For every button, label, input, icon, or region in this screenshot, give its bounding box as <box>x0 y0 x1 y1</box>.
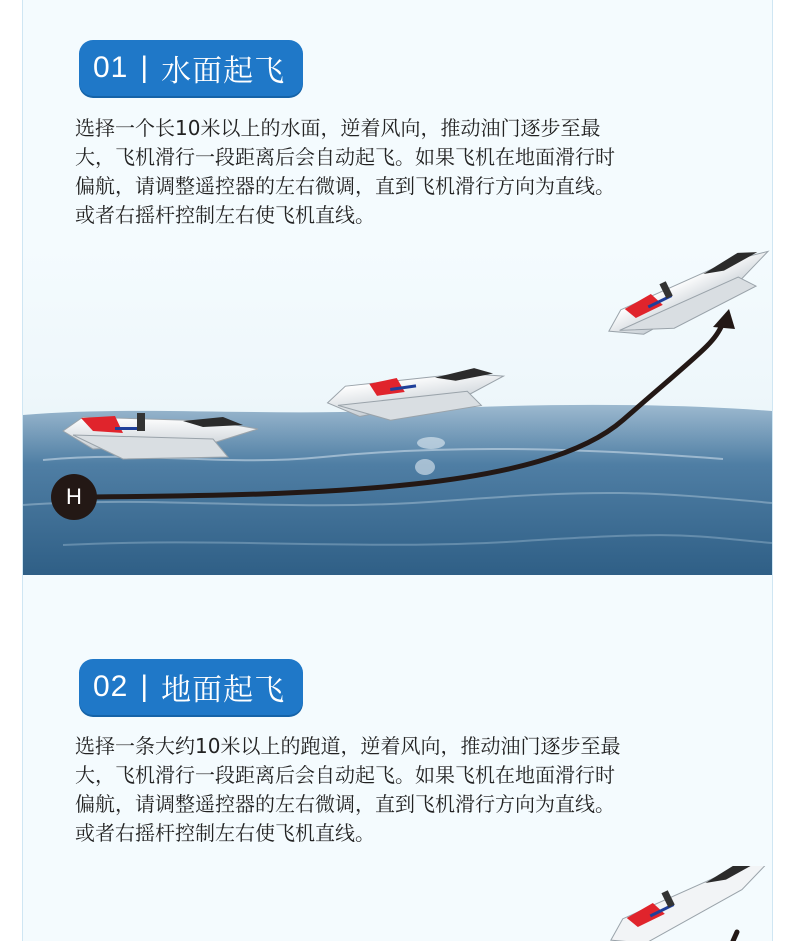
section-1-badge <box>79 40 303 96</box>
start-h-marker: H <box>51 474 97 520</box>
section-1-line-3: 偏航，请调整遥控器的左右微调，直到飞机滑行方向为直线。 <box>75 174 615 198</box>
splash-1 <box>417 437 445 449</box>
splash-2 <box>415 459 435 475</box>
section-2-line-2: 大，飞机滑行一段距离后会自动起飞。如果飞机在地面滑行时 <box>75 763 615 787</box>
section-2-line-3: 偏航，请调整遥控器的左右微调，直到飞机滑行方向为直线。 <box>75 792 615 816</box>
section-2-separator: | <box>140 670 150 703</box>
ground-trajectory-arrow <box>733 932 737 941</box>
section-2-number: 02 <box>93 670 129 703</box>
water-takeoff-illustration <box>23 245 772 575</box>
section-2-description <box>75 732 725 848</box>
section-1-separator: | <box>140 51 150 84</box>
section-1-line-2: 大，飞机滑行一段距离后会自动起飞。如果飞机在地面滑行时 <box>75 145 615 169</box>
section-2-badge <box>79 659 303 715</box>
ground-takeoff-illustration <box>583 866 772 941</box>
water-takeoff-svg <box>23 245 772 575</box>
section-1-line-1: 选择一个长10米以上的水面，逆着风向，推动油门逐步至最 <box>75 116 601 140</box>
section-2-title: 地面起飞 <box>161 673 286 708</box>
ground-aircraft <box>602 866 772 941</box>
seaplane-3 <box>600 245 772 355</box>
section-1-title: 水面起飞 <box>161 54 286 89</box>
section-1-number: 01 <box>93 51 129 84</box>
section-2-line-4: 或者右摇杆控制左右使飞机直线。 <box>75 821 375 845</box>
trajectory-arrowhead <box>713 309 735 329</box>
section-2-line-1: 选择一条大约10米以上的跑道，逆着风向，推动油门逐步至最 <box>75 734 621 758</box>
section-1-line-4: 或者右摇杆控制左右使飞机直线。 <box>75 203 375 227</box>
content-panel <box>22 0 773 941</box>
section-1-description <box>75 114 725 230</box>
